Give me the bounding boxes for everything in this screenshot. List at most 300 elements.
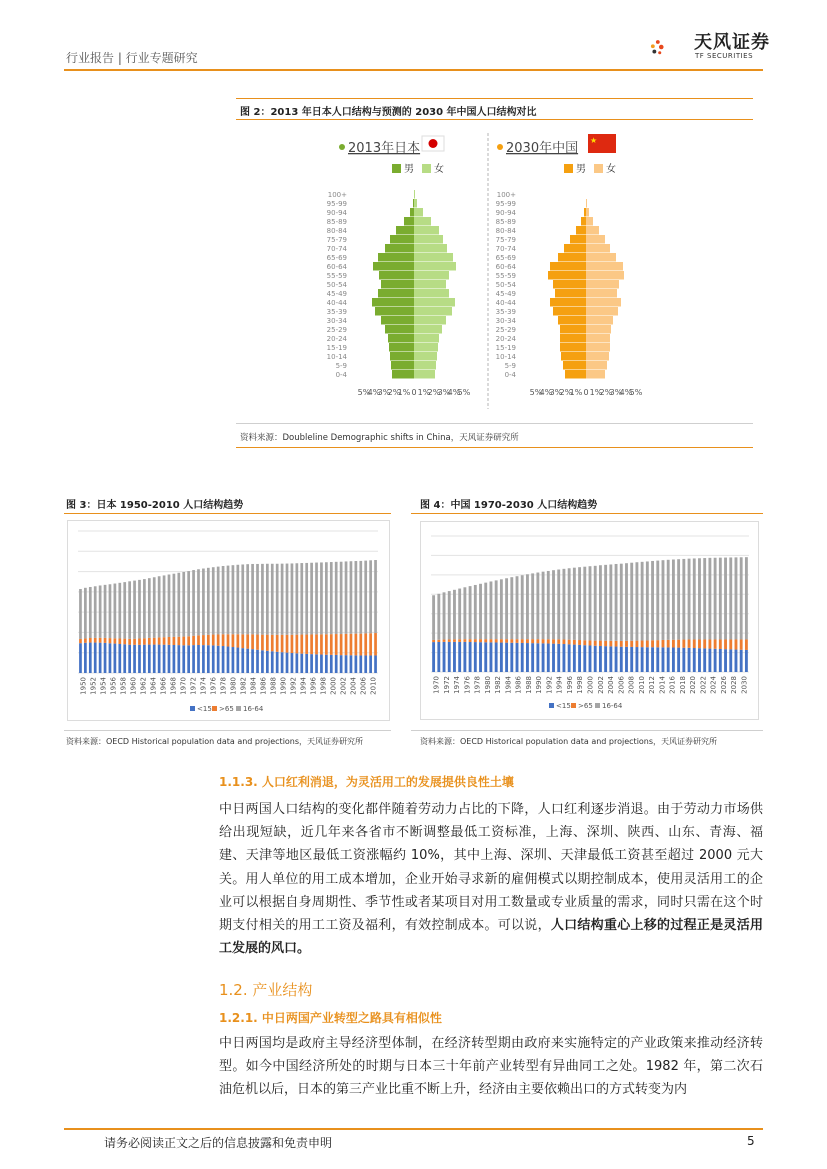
- legend-label-female: 女: [606, 164, 616, 175]
- bar-over65: [521, 639, 524, 643]
- bar-under15: [133, 645, 136, 673]
- bar-age16-64: [724, 558, 727, 640]
- x-tick-label: 1962: [139, 677, 148, 695]
- pyramid-bar-female: [414, 334, 439, 343]
- bar-over65: [109, 638, 112, 643]
- x-tick-label: 2004: [607, 676, 616, 694]
- pyramid-x-tick: 3%: [437, 388, 451, 397]
- x-tick-label: 1972: [442, 676, 451, 694]
- bar-age16-64: [173, 574, 176, 637]
- pyramid-bar-male: [379, 271, 414, 280]
- pyramid-bar-male: [565, 370, 586, 379]
- bar-age16-64: [359, 561, 362, 634]
- bar-under15: [719, 649, 722, 672]
- bar-under15: [325, 655, 328, 673]
- bar-over65: [677, 640, 680, 648]
- figure3-source: 资料来源：OECD Historical population data and projections，天风证券研究所: [66, 737, 364, 746]
- x-tick-label: 2020: [689, 676, 698, 694]
- bar-over65: [589, 640, 592, 645]
- age-group-label: 50-54: [326, 281, 347, 289]
- bar-under15: [573, 645, 576, 672]
- bar-under15: [510, 643, 513, 672]
- bar-age16-64: [635, 562, 638, 640]
- bar-over65: [340, 634, 343, 655]
- bar-age16-64: [589, 566, 592, 640]
- bar-under15: [667, 647, 670, 672]
- bar-under15: [604, 646, 607, 672]
- bar-over65: [369, 633, 372, 655]
- bar-age16-64: [463, 587, 466, 639]
- bar-under15: [563, 644, 566, 672]
- x-tick-label: 1968: [169, 677, 178, 695]
- bar-over65: [320, 634, 323, 654]
- bar-age16-64: [364, 561, 367, 634]
- bar-age16-64: [197, 569, 200, 635]
- pyramid-bar-female: [586, 208, 589, 217]
- age-group-label: 40-44: [495, 299, 516, 307]
- bar-over65: [251, 634, 254, 649]
- pyramid-bar-male: [390, 235, 414, 244]
- bar-under15: [448, 642, 451, 672]
- bar-over65: [463, 639, 466, 642]
- bar-over65: [246, 634, 249, 648]
- bar-under15: [646, 647, 649, 672]
- age-group-label: 75-79: [495, 236, 516, 244]
- x-tick-label: 2002: [339, 677, 348, 695]
- bar-age16-64: [604, 565, 607, 641]
- bar-over65: [536, 639, 539, 643]
- bar-under15: [547, 644, 550, 672]
- bar-age16-64: [148, 578, 151, 638]
- x-tick-label: 1990: [535, 676, 544, 694]
- bar-over65: [232, 634, 235, 647]
- bar-over65: [374, 633, 377, 655]
- bar-over65: [432, 640, 435, 642]
- bar-under15: [177, 645, 180, 673]
- bar-age16-64: [246, 564, 249, 634]
- bar-over65: [682, 640, 685, 648]
- bar-age16-64: [490, 581, 493, 639]
- bar-under15: [364, 655, 367, 673]
- bar-under15: [708, 649, 711, 672]
- bar-age16-64: [583, 567, 586, 641]
- bar-over65: [620, 641, 623, 647]
- bar-under15: [350, 655, 353, 673]
- figure3-chart-frame: [67, 520, 390, 721]
- bar-age16-64: [99, 585, 102, 637]
- panel-title-bullet: [497, 144, 503, 150]
- bar-under15: [94, 643, 97, 673]
- figure2-bottom-rule: [236, 447, 753, 448]
- section-113-paragraph: [219, 798, 763, 960]
- bar-age16-64: [118, 583, 121, 639]
- bar-under15: [578, 645, 581, 672]
- age-group-label: 25-29: [495, 326, 516, 334]
- bar-under15: [536, 643, 539, 672]
- bar-under15: [202, 645, 205, 673]
- age-group-label: 90-94: [326, 209, 347, 217]
- pyramid-bar-female: [414, 271, 449, 280]
- x-tick-label: 1986: [514, 676, 523, 694]
- bar-age16-64: [552, 570, 555, 639]
- pyramid-bar-male: [413, 199, 414, 208]
- pyramid-x-tick: 3%: [609, 388, 623, 397]
- bar-age16-64: [698, 558, 701, 639]
- bar-over65: [594, 641, 597, 646]
- bar-under15: [458, 642, 461, 672]
- age-group-label: 15-19: [326, 344, 347, 352]
- bar-under15: [516, 643, 519, 672]
- age-group-label: 20-24: [495, 335, 516, 343]
- panel-title: 2030年中国: [506, 141, 579, 156]
- pyramid-bar-male: [390, 352, 414, 361]
- pyramid-bar-female: [414, 307, 452, 316]
- pyramid-bar-male: [550, 298, 586, 307]
- bar-over65: [217, 634, 220, 645]
- bar-over65: [79, 639, 82, 643]
- pyramid-x-tick: 1%: [569, 388, 583, 397]
- bar-age16-64: [236, 565, 239, 634]
- bar-under15: [635, 647, 638, 672]
- bar-over65: [651, 640, 654, 647]
- figure2-top-rule: [236, 98, 753, 99]
- pyramid-bar-female: [414, 253, 453, 262]
- bar-under15: [552, 644, 555, 672]
- bar-under15: [432, 642, 435, 672]
- bar-age16-64: [708, 558, 711, 640]
- pyramid-bar-male: [560, 343, 586, 352]
- age-group-label: 30-34: [495, 317, 516, 325]
- x-tick-label: 1996: [309, 677, 318, 695]
- pyramid-bar-female: [586, 262, 623, 271]
- bar-over65: [672, 640, 675, 648]
- bar-age16-64: [374, 560, 377, 633]
- x-tick-label: 1964: [149, 677, 158, 695]
- bar-age16-64: [542, 572, 545, 640]
- bar-over65: [123, 639, 126, 645]
- pyramid-x-tick: 3%: [377, 388, 391, 397]
- pyramid-x-tick: 4%: [619, 388, 633, 397]
- bar-over65: [182, 637, 185, 646]
- bar-under15: [340, 655, 343, 673]
- bar-over65: [286, 635, 289, 653]
- bar-under15: [656, 647, 659, 672]
- bar-age16-64: [510, 577, 513, 639]
- x-tick-label: 2018: [678, 676, 687, 694]
- bar-age16-64: [479, 584, 482, 639]
- figure3-title: 图 3：日本 1950-2010 人口结构趋势: [66, 500, 244, 511]
- age-group-label: 70-74: [495, 245, 516, 253]
- x-tick-label: 1976: [209, 677, 218, 695]
- x-tick-label: 2016: [668, 676, 677, 694]
- bar-under15: [330, 655, 333, 673]
- bar-under15: [693, 648, 696, 672]
- bar-under15: [437, 642, 440, 672]
- x-tick-label: 2000: [329, 677, 338, 695]
- bar-under15: [222, 646, 225, 673]
- bar-under15: [568, 644, 571, 672]
- bar-age16-64: [222, 566, 225, 634]
- x-tick-label: 2002: [596, 676, 605, 694]
- bar-over65: [266, 635, 269, 651]
- bar-over65: [138, 639, 141, 645]
- bar-under15: [241, 648, 244, 673]
- bar-under15: [620, 647, 623, 672]
- bar-under15: [589, 645, 592, 672]
- pyramid-bar-female: [586, 289, 617, 298]
- bar-age16-64: [432, 595, 435, 640]
- age-group-label: 85-89: [326, 218, 347, 226]
- pyramid-bar-male: [570, 235, 586, 244]
- bar-over65: [542, 639, 545, 643]
- bar-age16-64: [182, 572, 185, 637]
- bar-over65: [148, 638, 151, 645]
- bar-age16-64: [667, 560, 670, 640]
- bar-under15: [335, 655, 338, 673]
- x-tick-label: 2026: [719, 676, 728, 694]
- bar-under15: [599, 646, 602, 672]
- figure4-source: 资料来源：OECD Historical population data and projections，天风证券研究所: [420, 737, 718, 746]
- x-tick-label: 2010: [637, 676, 646, 694]
- x-tick-label: 2006: [617, 676, 626, 694]
- bar-under15: [453, 642, 456, 672]
- pyramid-bar-female: [414, 343, 438, 352]
- age-group-label: 60-64: [326, 263, 347, 271]
- age-group-label: 0-4: [504, 371, 516, 379]
- bar-age16-64: [474, 585, 477, 639]
- bar-over65: [714, 639, 717, 648]
- bar-age16-64: [291, 563, 294, 634]
- bar-under15: [315, 654, 318, 673]
- legend-label-female: 女: [434, 164, 444, 175]
- bar-over65: [698, 639, 701, 648]
- section-113-heading: 1.1.3. 人口红利消退，为灵活用工的发展提供良性土壤: [219, 775, 514, 789]
- age-group-label: 85-89: [495, 218, 516, 226]
- section-121-heading: 1.2.1. 中日两国产业转型之路具有相似性: [219, 1011, 442, 1025]
- bar-age16-64: [703, 558, 706, 639]
- bar-age16-64: [677, 559, 680, 639]
- bar-under15: [89, 643, 92, 673]
- bar-under15: [698, 648, 701, 672]
- bar-age16-64: [656, 561, 659, 641]
- bar-under15: [256, 650, 259, 673]
- bar-under15: [300, 654, 303, 673]
- age-group-label: 60-64: [495, 263, 516, 271]
- bar-under15: [505, 643, 508, 672]
- bar-age16-64: [615, 564, 618, 641]
- pyramid-bar-female: [414, 289, 449, 298]
- bar-under15: [182, 645, 185, 673]
- bar-age16-64: [495, 580, 498, 639]
- pyramid-bar-male: [581, 217, 586, 226]
- bar-under15: [630, 647, 633, 672]
- x-tick-label: 1956: [109, 677, 118, 695]
- bar-under15: [291, 653, 294, 673]
- bar-under15: [374, 655, 377, 673]
- bar-under15: [143, 645, 146, 673]
- age-group-label: 40-44: [326, 299, 347, 307]
- x-tick-label: 2006: [359, 677, 368, 695]
- legend-label-male: 男: [576, 164, 586, 175]
- bar-under15: [109, 643, 112, 673]
- age-group-label: 0-4: [335, 371, 347, 379]
- x-tick-label: 1980: [229, 677, 238, 695]
- pyramid-bar-male: [372, 298, 414, 307]
- bar-age16-64: [557, 570, 560, 640]
- bar-age16-64: [261, 564, 264, 635]
- legend-swatch-male: [392, 164, 401, 173]
- x-tick-label: 1952: [89, 677, 98, 695]
- china-flag-star: ★: [590, 136, 598, 145]
- age-group-label: 20-24: [326, 335, 347, 343]
- pyramid-bar-female: [414, 199, 417, 208]
- bar-under15: [168, 645, 171, 673]
- bar-under15: [615, 647, 618, 672]
- legend-swatch: [549, 703, 554, 708]
- bar-age16-64: [625, 563, 628, 641]
- bar-over65: [350, 634, 353, 656]
- bar-age16-64: [320, 562, 323, 634]
- bar-over65: [641, 641, 644, 648]
- bar-under15: [531, 643, 534, 672]
- bar-under15: [609, 646, 612, 672]
- bar-age16-64: [241, 564, 244, 634]
- bar-under15: [662, 647, 665, 672]
- bar-over65: [241, 634, 244, 648]
- bar-age16-64: [305, 563, 308, 635]
- bar-over65: [573, 640, 576, 645]
- pyramid-x-tick: 4%: [447, 388, 461, 397]
- x-tick-label: 1958: [119, 677, 128, 695]
- age-group-label: 45-49: [326, 290, 347, 298]
- bar-under15: [197, 645, 200, 673]
- bar-age16-64: [158, 576, 161, 637]
- bar-age16-64: [458, 589, 461, 640]
- bar-age16-64: [578, 567, 581, 640]
- bar-age16-64: [662, 560, 665, 640]
- pyramid-bar-male: [560, 334, 586, 343]
- bar-under15: [651, 647, 654, 672]
- bar-under15: [641, 647, 644, 672]
- x-tick-label: 1984: [249, 677, 258, 695]
- bar-age16-64: [84, 588, 87, 639]
- age-group-label: 5-9: [504, 362, 516, 370]
- bar-over65: [719, 639, 722, 649]
- bar-under15: [359, 655, 362, 673]
- bar-over65: [557, 639, 560, 643]
- pyramid-x-tick: 2%: [559, 388, 573, 397]
- pyramid-bar-male: [381, 316, 414, 325]
- bar-age16-64: [745, 557, 748, 639]
- bar-over65: [609, 641, 612, 647]
- x-tick-label: 1996: [565, 676, 574, 694]
- bar-age16-64: [143, 579, 146, 638]
- pyramid-bar-male: [555, 289, 586, 298]
- x-tick-label: 1950: [79, 677, 88, 695]
- bar-over65: [510, 639, 513, 643]
- bar-under15: [557, 644, 560, 672]
- figure2-source-rule: [236, 423, 753, 424]
- figure2-title-rule: [236, 119, 753, 120]
- age-group-label: 25-29: [326, 326, 347, 334]
- bar-over65: [345, 634, 348, 655]
- pyramid-bar-female: [414, 280, 446, 289]
- bar-over65: [615, 641, 618, 647]
- bar-over65: [568, 640, 571, 645]
- age-group-label: 50-54: [495, 281, 516, 289]
- bar-age16-64: [232, 565, 235, 634]
- x-tick-label: 1992: [545, 676, 554, 694]
- legend-swatch: [190, 706, 195, 711]
- bar-under15: [84, 643, 87, 673]
- age-group-label: 5-9: [335, 362, 347, 370]
- figure3-source-rule: [64, 730, 391, 731]
- bar-over65: [222, 634, 225, 646]
- bar-over65: [526, 639, 529, 643]
- bar-under15: [369, 655, 372, 673]
- pyramid-bar-male: [392, 370, 414, 379]
- bar-over65: [516, 639, 519, 643]
- bar-age16-64: [266, 564, 269, 635]
- bar-over65: [187, 636, 190, 645]
- bar-over65: [197, 635, 200, 645]
- bar-age16-64: [469, 586, 472, 639]
- bar-age16-64: [516, 576, 519, 639]
- pyramid-bar-female: [586, 280, 619, 289]
- bar-under15: [266, 651, 269, 673]
- figure4-chart-frame: [420, 521, 759, 720]
- legend-label: 16-64: [602, 702, 623, 710]
- bar-over65: [552, 639, 555, 643]
- pyramid-bar-female: [586, 352, 609, 361]
- legend-swatch: [571, 703, 576, 708]
- x-tick-label: 1986: [259, 677, 268, 695]
- bar-over65: [667, 640, 670, 648]
- bar-age16-64: [94, 586, 97, 638]
- bar-age16-64: [310, 563, 313, 635]
- bar-under15: [207, 645, 210, 673]
- pyramid-bar-male: [564, 244, 586, 253]
- x-tick-label: 2014: [658, 676, 667, 694]
- bar-over65: [474, 639, 477, 642]
- bar-age16-64: [484, 583, 487, 640]
- pyramid-bar-female: [414, 262, 456, 271]
- bar-over65: [484, 639, 487, 642]
- bar-age16-64: [251, 564, 254, 634]
- pyramid-bar-female: [414, 316, 446, 325]
- pyramid-bar-male: [378, 289, 414, 298]
- bar-age16-64: [355, 561, 358, 634]
- bar-age16-64: [443, 592, 446, 639]
- bar-over65: [177, 637, 180, 645]
- legend-label-male: 男: [404, 164, 414, 175]
- bar-age16-64: [693, 558, 696, 639]
- age-group-label: 70-74: [326, 245, 347, 253]
- bar-under15: [703, 648, 706, 672]
- x-tick-label: 2008: [627, 676, 636, 694]
- pyramid-bar-male: [553, 307, 586, 316]
- bar-over65: [256, 635, 259, 650]
- bar-over65: [173, 637, 176, 645]
- bar-over65: [271, 635, 274, 652]
- pyramid-bar-female: [414, 352, 437, 361]
- x-tick-label: 2022: [699, 676, 708, 694]
- section-113-bold-text: 人口结构重心上移的过程正是灵活用工发展的风口。: [219, 918, 763, 957]
- bar-age16-64: [212, 567, 215, 634]
- bar-over65: [745, 639, 748, 649]
- pyramid-bar-male: [558, 253, 586, 262]
- bar-under15: [192, 645, 195, 673]
